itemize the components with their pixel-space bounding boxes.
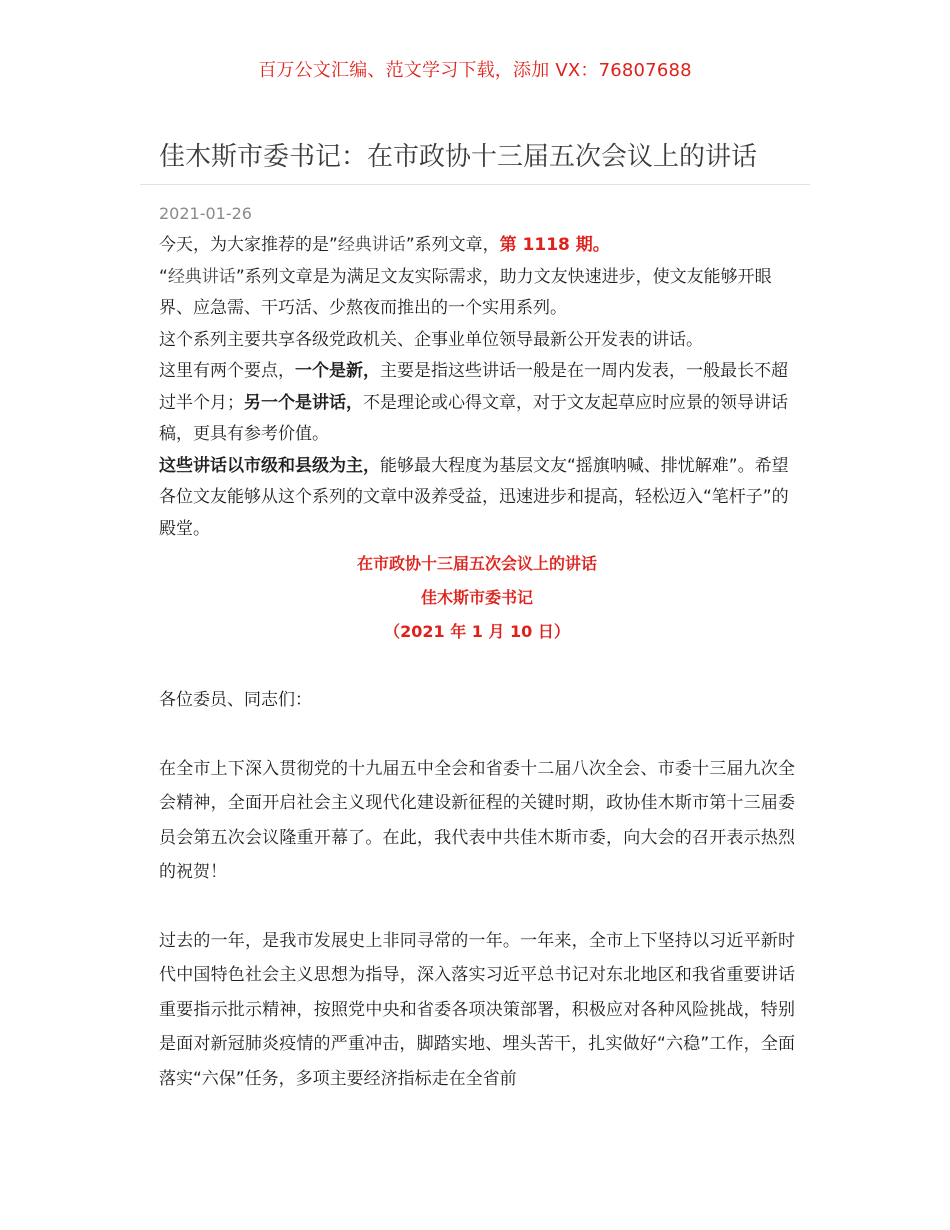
article-body — [159, 230, 795, 1096]
spacer — [159, 890, 795, 924]
key-point-3: 这些讲话以市级和县级为主， — [159, 455, 380, 476]
speaker: 佳木斯市委书记 — [420, 588, 533, 607]
issue-number: 第 1118 期。 — [499, 235, 610, 255]
key-point-1: 一个是新， — [295, 361, 380, 381]
intro-text: 不是理论或心得文章，对于文友起草应时应景的领导讲话稿，更具有参考价值。 — [159, 392, 788, 444]
intro-text: 今天，为大家推荐的是” — [159, 235, 338, 255]
title-divider — [140, 184, 810, 185]
salutation: 各位委员、同志们： — [159, 690, 312, 710]
spacer — [159, 718, 795, 752]
intro-text: ”系列文章， — [405, 235, 500, 255]
intro-paragraph-2 — [159, 262, 795, 325]
intro-text: 这里有两个要点， — [159, 361, 295, 381]
intro-text: 能够最大程度为基层文友“摇旗呐喊、排忧解难”。希望各位文友能够从这个系列的文章中汲养受益，迅速进步和提高，轻松迈入“笔杆子”的殿堂。 — [159, 455, 789, 539]
intro-text: ”系列文章是为满足文友实际需求，助力文友快速进步，使文友能够开眼界、应急需、干巧活、少熬夜而推出的一个实用系列。 — [159, 266, 772, 318]
intro-paragraph-3: 这个系列主要共享各级党政机关、企事业单位领导最新公开发表的讲话。 — [159, 329, 703, 350]
intro-paragraph-1 — [159, 230, 795, 262]
speech-title: 在市政协十三届五次会议上的讲话 — [356, 554, 597, 573]
promo-banner: 百万公文汇编、范文学习下载，添加 VX：76807688 — [258, 60, 692, 81]
speech-date: （2021 年 1 月 10 日） — [384, 622, 570, 641]
intro-paragraph-5 — [159, 451, 795, 546]
intro-paragraph-4 — [159, 356, 795, 451]
article-title: 佳木斯市委书记：在市政协十三届五次会议上的讲话 — [159, 142, 758, 172]
speech-heading — [159, 547, 795, 649]
publish-date: 2021-01-26 — [159, 204, 252, 223]
intro-text: 主要是指这些讲话一般是在一周内发表，一般最长不超过半个月； — [159, 361, 788, 413]
speech-paragraph-2: 过去的一年，是我市发展史上非同寻常的一年。一年来，全市上下坚持以习近平新时代中国特色社会主义思想为指导，深入落实习近平总书记对东北地区和我省重要讲话重要指示批示精神，按照党中央和省委各项决策部署，积极应对各种风险挑战，特别是面对新冠肺炎疫情的严重冲击，脚踏实地、埋头苦干，扎实做好“六稳”工作，全面落实“六保”任务，多项主要经济指标走在全省前 — [159, 930, 795, 1089]
series-name: 经典讲话 — [167, 266, 236, 287]
series-name: 经典讲话 — [337, 235, 406, 255]
speech-paragraph-1: 在全市上下深入贯彻党的十九届五中全会和省委十二届八次全会、市委十三届九次全会精神，全面开启社会主义现代化建设新征程的关键时期，政协佳木斯市第十三届委员会第五次会议隆重开幕了。在此，我代表中共佳木斯市委，向大会的召开表示热烈的祝贺！ — [159, 758, 795, 882]
quote-mark: “ — [159, 266, 168, 287]
key-point-2: 另一个是讲话， — [244, 392, 363, 413]
spacer — [159, 649, 795, 683]
